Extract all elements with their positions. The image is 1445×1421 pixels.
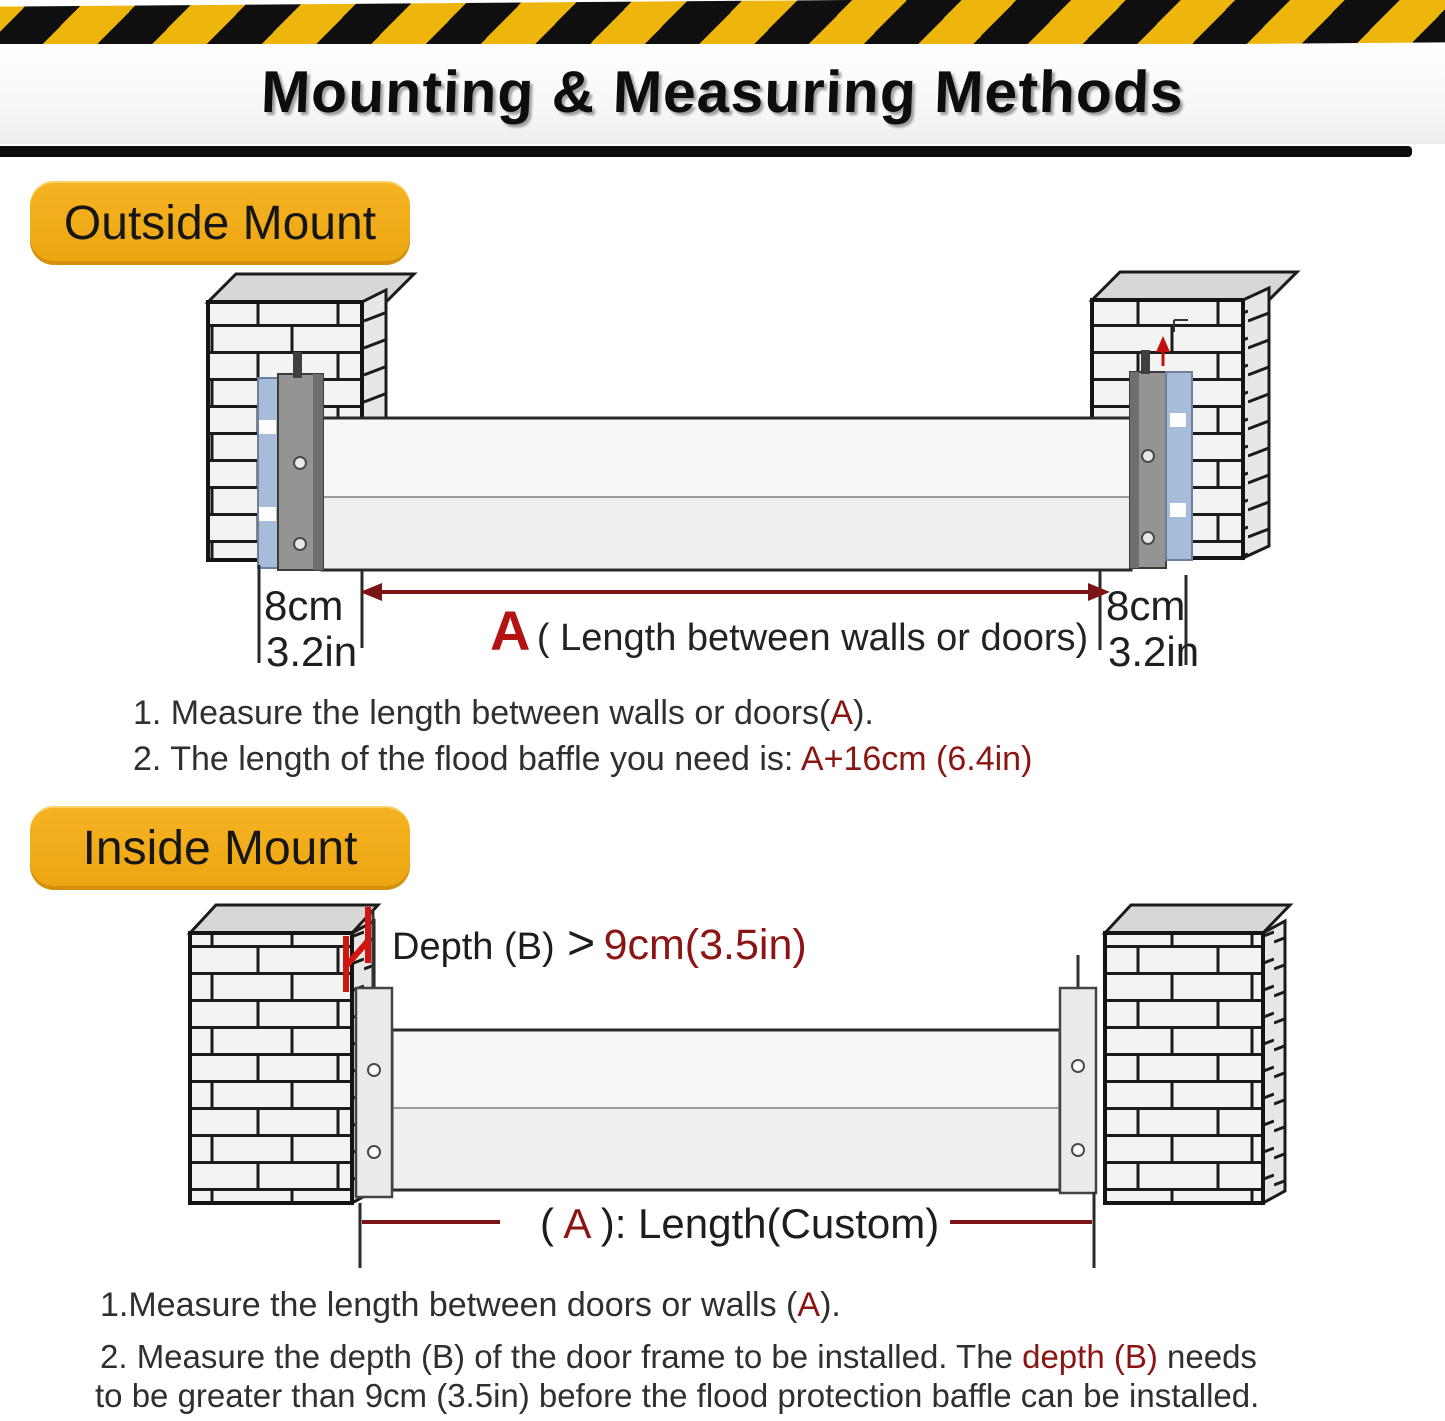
span-letter-a: A bbox=[490, 599, 531, 662]
screw-icon bbox=[294, 538, 306, 550]
length-open-paren: ( bbox=[540, 1200, 554, 1247]
step-text: 1.Measure the length between doors or walls ( bbox=[100, 1286, 798, 1324]
seal-highlight bbox=[259, 507, 276, 521]
screw-icon bbox=[1142, 450, 1154, 462]
dim-left-in: 3.2in bbox=[266, 628, 358, 675]
step-highlight: A+16cm (6.4in) bbox=[800, 740, 1033, 778]
step-text: 2. Measure the depth (B) of the door frame to be installed. The bbox=[100, 1338, 1023, 1375]
page-title: Mounting & Measuring Methods bbox=[259, 59, 1186, 125]
step-text: to be greater than 9cm (3.5in) before the flood protection baffle can be installed. bbox=[95, 1377, 1260, 1414]
pillar-face bbox=[190, 933, 352, 1203]
step-highlight: depth (B) bbox=[1022, 1338, 1158, 1375]
right-mounting-channel bbox=[1060, 955, 1096, 1193]
dim-right-cm: 8cm bbox=[1106, 582, 1186, 629]
greater-than-sign: > bbox=[567, 917, 596, 970]
banner-underline bbox=[0, 146, 1412, 157]
length-letter-a: A bbox=[563, 1200, 590, 1247]
inside-mount-diagram bbox=[0, 900, 1445, 1285]
step-text: 1. Measure the length between walls or doors( bbox=[133, 694, 831, 732]
inside-mount-label: Inside Mount bbox=[30, 806, 410, 890]
left-mounting-channel bbox=[258, 352, 323, 570]
outside-step-2 bbox=[133, 742, 1032, 778]
channel-bar bbox=[356, 988, 392, 1197]
left-brick-pillar bbox=[190, 905, 378, 1203]
pillar-side bbox=[1243, 288, 1269, 558]
screw-icon bbox=[294, 457, 306, 469]
pillar-top bbox=[1105, 905, 1290, 933]
outside-mount-label: Outside Mount bbox=[30, 181, 410, 265]
pillar-side bbox=[1263, 921, 1285, 1203]
outside-mount-diagram bbox=[0, 260, 1445, 684]
depth-value-red: 9cm(3.5in) bbox=[603, 921, 807, 969]
anchor-bolt bbox=[293, 352, 302, 378]
channel-bar bbox=[1060, 988, 1096, 1193]
seal-highlight bbox=[1170, 503, 1186, 517]
pillar-face bbox=[1105, 933, 1263, 1203]
dim-left-cm: 8cm bbox=[264, 582, 344, 629]
screw-icon bbox=[368, 1146, 380, 1158]
step-highlight: A bbox=[797, 1286, 821, 1324]
step-highlight: A bbox=[830, 694, 854, 732]
screw-icon bbox=[1072, 1060, 1084, 1072]
flood-barrier-panel bbox=[322, 418, 1131, 570]
outside-step-1 bbox=[133, 696, 874, 732]
depth-label bbox=[392, 917, 807, 970]
step-text-end: needs bbox=[1157, 1338, 1257, 1375]
seal-strip bbox=[1166, 372, 1192, 560]
depth-label-black: Depth (B) bbox=[392, 926, 555, 968]
dim-right-in: 3.2in bbox=[1108, 628, 1200, 675]
length-rest: ): Length(Custom) bbox=[600, 1200, 940, 1247]
dimension-annotations bbox=[259, 565, 1199, 675]
seal-highlight bbox=[259, 420, 276, 434]
inside-step-1 bbox=[100, 1288, 841, 1324]
right-brick-pillar bbox=[1105, 905, 1290, 1203]
step-text-end: ). bbox=[853, 694, 874, 732]
screw-icon bbox=[1142, 532, 1154, 544]
flood-barrier-panel bbox=[392, 1030, 1060, 1190]
length-label bbox=[540, 1200, 939, 1247]
inside-step-2-line-2 bbox=[95, 1379, 1259, 1414]
seal-strip bbox=[258, 378, 278, 568]
channel-edge bbox=[1130, 372, 1139, 568]
channel-edge bbox=[313, 374, 323, 570]
dimension-annotations bbox=[360, 1192, 1094, 1268]
step-text: 2. The length of the flood baffle you need is: bbox=[133, 740, 801, 778]
screw-icon bbox=[368, 1064, 380, 1076]
seal-highlight bbox=[1170, 413, 1186, 427]
step-text-end: ). bbox=[820, 1286, 841, 1324]
anchor-bolt bbox=[1141, 350, 1150, 374]
inside-step-2-line-1 bbox=[100, 1340, 1257, 1375]
span-text: ( Length between walls or doors) bbox=[536, 617, 1089, 659]
screw-icon bbox=[1072, 1144, 1084, 1156]
pillar-top bbox=[190, 905, 378, 933]
span-label bbox=[490, 599, 1088, 662]
left-mounting-channel bbox=[356, 988, 392, 1197]
banner bbox=[0, 0, 1445, 158]
